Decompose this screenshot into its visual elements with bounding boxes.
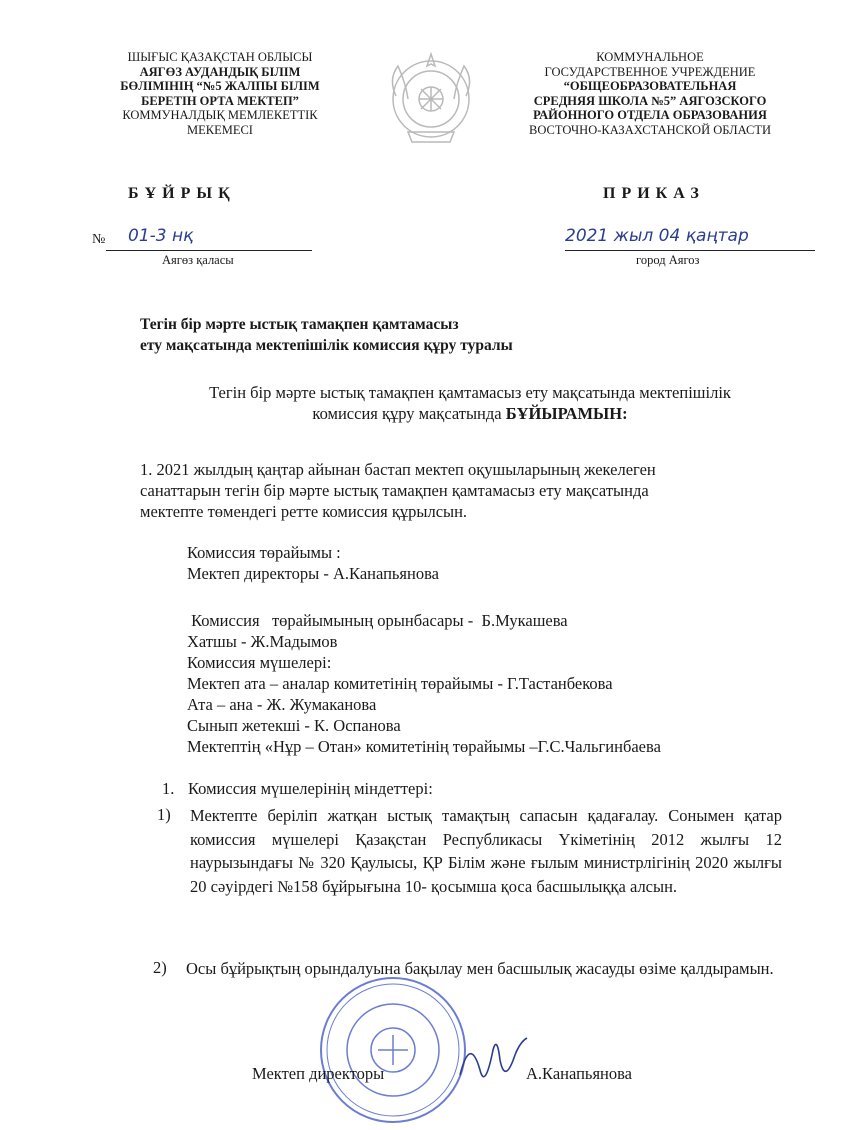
preamble-text: комиссия құру мақсатында: [312, 404, 506, 423]
header-kz-line: КОММУНАЛДЫҚ МЕМЛЕКЕТТІК: [122, 108, 318, 122]
header-kz-line: БЕРЕТІН ОРТА МЕКТЕП”: [141, 93, 299, 108]
title-ru: ПРИКАЗ: [603, 185, 705, 202]
chair-name: Мектеп директоры - А.Канапьянова: [187, 564, 439, 583]
city-kz: Аягөз қаласы: [162, 253, 234, 267]
order-number-underline: [106, 250, 312, 251]
duties-heading: Комиссия мүшелерінің міндеттері:: [188, 779, 433, 798]
duty-1-num: 1): [157, 805, 171, 824]
member: Мектептің «Нұр – Отан» комитетінің төрайымы –Г.С.Чальгинбаева: [187, 737, 661, 756]
header-kz-line: АЯГӨЗ АУДАНДЫҚ БІЛІМ: [139, 64, 301, 79]
item-1-line: санаттарын тегін бір мәрте ыстық тамақпен қамтамасыз ету мақсатында: [140, 481, 649, 500]
order-number: 01-3 нқ: [128, 226, 194, 246]
chair-label: Комиссия төрайымы :: [187, 543, 341, 562]
deputy: Комиссия төрайымының орынбасары - Б.Мукашева: [187, 611, 568, 630]
item-1: [140, 459, 800, 522]
member: Сынып жетекші - К. Оспанова: [187, 716, 401, 735]
header-ru-line: ГОСУДАРСТВЕННОЕ УЧРЕЖДЕНИЕ: [544, 64, 756, 79]
signature-title: Мектеп директоры: [252, 1064, 385, 1083]
commission-chair: [187, 542, 787, 584]
subject-line: ету мақсатында мектепішілік комиссия құру туралы: [140, 337, 513, 354]
title-kz: БҰЙРЫҚ: [128, 185, 236, 202]
header-ru-line: ВОСТОЧНО-КАЗАХСТАНСКОЙ ОБЛАСТИ: [529, 122, 771, 137]
header-ru: [500, 50, 800, 137]
duty-2: Осы бұйрықтың орындалуына бақылау мен басшылық жасауды өзіме қалдырамын.: [186, 959, 774, 978]
city-ru: город Аягоз: [636, 253, 700, 267]
header-ru-line: РАЙОННОГО ОТДЕЛА ОБРАЗОВАНИЯ: [533, 108, 767, 122]
item-1-line: 1. 2021 жылдың қаңтар айынан бастап мектеп оқушыларының жекелеген: [140, 460, 656, 479]
signature-name: А.Канапьянова: [526, 1064, 633, 1083]
header-kz-line: БӨЛІМІНІҢ “№5 ЖАЛПЫ БІЛІМ: [120, 79, 320, 93]
preamble: [120, 382, 820, 424]
order-number-prefix: №: [92, 232, 106, 247]
order-verb: БҰЙЫРАМЫН:: [505, 404, 628, 423]
state-emblem-icon: [388, 44, 474, 150]
member: Ата – ана - Ж. Жумаканова: [187, 695, 377, 714]
header-kz-line: ШЫҒЫС ҚАЗАҚСТАН ОБЛЫСЫ: [127, 50, 313, 64]
subject-line: Тегін бір мәрте ыстық тамақпен қамтамасыз: [140, 316, 459, 333]
item-1-line: мектепте төмендегі ретте комиссия құрылсын.: [140, 502, 468, 521]
header-ru-line: “ОБЩЕОБРАЗОВАТЕЛЬНАЯ: [563, 79, 737, 93]
date-underline: [565, 250, 815, 251]
header-kz-line: МЕКЕМЕСІ: [187, 122, 253, 137]
header-ru-line: СРЕДНЯЯ ШКОЛА №5” АЯГОЗСКОГО: [533, 93, 767, 108]
header-kz: [95, 50, 345, 137]
preamble-line: [120, 403, 820, 424]
members-label: Комиссия мүшелері:: [187, 653, 332, 672]
order-subject: [140, 314, 700, 356]
school-stamp-icon: [318, 975, 468, 1125]
preamble-line: Тегін бір мәрте ыстық тамақпен қамтамасыз ету мақсатында мектепішілік: [209, 383, 731, 402]
duty-2-num: 2): [153, 958, 167, 977]
secretary: Хатшы - Ж.Мадымов: [187, 632, 338, 651]
member: Мектеп ата – аналар комитетінің төрайымы - Г.Тастанбекова: [187, 674, 613, 693]
order-date: 2021 жыл 04 қаңтар: [565, 226, 749, 246]
header-ru-line: КОММУНАЛЬНОЕ: [596, 50, 704, 64]
duty-1: Мектепте беріліп жатқан ыстық тамақтың сапасын қадағалау. Сонымен қатар комиссия мүшелері Қазақстан Республикасы Үкіметінің 2012 жылғы 12 наурызындағы № 320 Қаулысы, ҚР Білім және ғылым министрлігінің 2020 жылғы 20 сәуірдегі №158 бұйрығына 10- қосымша қоса басшылыққа алсын.: [190, 806, 782, 896]
duties-heading-num: 1.: [162, 779, 175, 798]
commission-members: [187, 610, 807, 757]
signature-scribble-icon: [455, 1030, 535, 1095]
